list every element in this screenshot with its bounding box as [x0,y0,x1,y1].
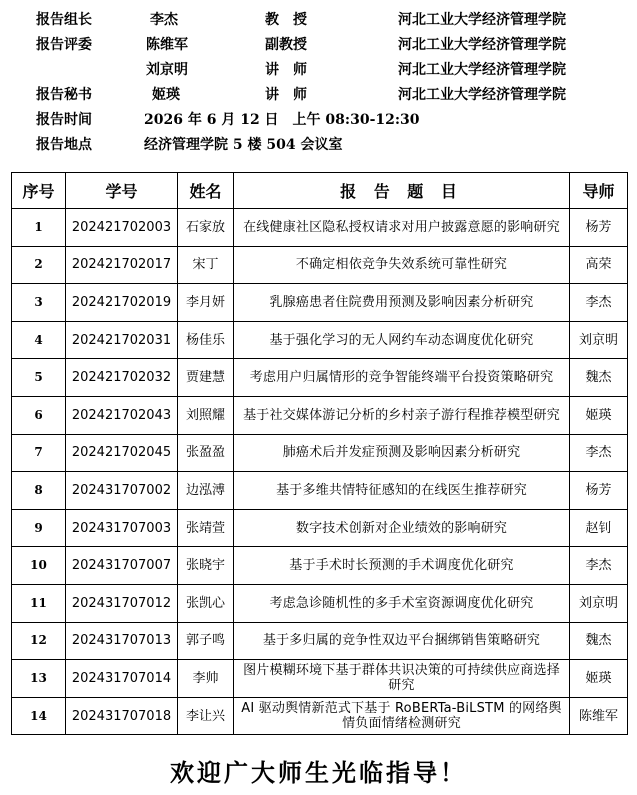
time-value: 2026 年 6 月 12 日 上午 08:30-12:30 [144,112,420,128]
row-number: 4 [12,321,66,359]
report-topic: AI 驱动舆情新范式下基于 RoBERTa-BiLSTM 的网络舆情负面情绪检测研究 [234,697,570,735]
table-row [12,396,628,434]
report-topic: 数字技术创新对企业绩效的影响研究 [234,509,570,547]
advisor-name: 李杰 [570,547,628,585]
row-number: 6 [12,396,66,434]
location-value: 经济管理学院 5 楼 504 会议室 [144,137,343,153]
leader-org: 河北工业大学经济管理学院 [398,12,566,28]
student-id: 202431707012 [66,584,178,622]
table-row [12,660,628,698]
secretary-org: 河北工业大学经济管理学院 [398,87,566,103]
student-name: 杨佳乐 [178,321,234,359]
student-id: 202431707007 [66,547,178,585]
row-number: 11 [12,584,66,622]
report-topic: 基于多维共情特征感知的在线医生推荐研究 [234,472,570,510]
report-topic: 肺癌术后并发症预测及影响因素分析研究 [234,434,570,472]
member-row [0,58,637,82]
table-row [12,509,628,547]
location-label: 报告地点 [36,137,92,153]
row-number: 8 [12,472,66,510]
closing-message: 欢迎广大师生光临指导！ [170,758,467,787]
row-number: 7 [12,434,66,472]
student-id: 202421702017 [66,246,178,284]
header-name: 姓名 [178,173,234,209]
table-row [12,321,628,359]
row-number: 13 [12,660,66,698]
student-name: 李让兴 [178,697,234,735]
time-row [0,108,637,132]
student-id: 202431707003 [66,509,178,547]
table-header-row [12,173,628,209]
student-id: 202421702043 [66,396,178,434]
report-topic: 基于社交媒体游记分析的乡村亲子游行程推荐模型研究 [234,396,570,434]
report-topic: 基于强化学习的无人网约车动态调度优化研究 [234,321,570,359]
table-row [12,359,628,397]
header-advisor: 导师 [570,173,628,209]
table-row [12,697,628,735]
report-topic: 不确定相依竞争失效系统可靠性研究 [234,246,570,284]
member-row [0,33,637,57]
student-id: 202431707018 [66,697,178,735]
secretary-label: 报告秘书 [36,87,92,103]
leader-title: 教 授 [265,12,307,28]
member-org: 河北工业大学经济管理学院 [398,62,566,78]
advisor-name: 刘京明 [570,321,628,359]
row-number: 9 [12,509,66,547]
student-name: 李月妍 [178,284,234,322]
student-name: 张盈盈 [178,434,234,472]
row-number: 12 [12,622,66,660]
student-name: 贾建慧 [178,359,234,397]
student-name: 宋丁 [178,246,234,284]
student-name: 边泓溥 [178,472,234,510]
student-name: 张凯心 [178,584,234,622]
report-topic: 基于手术时长预测的手术调度优化研究 [234,547,570,585]
advisor-name: 杨芳 [570,209,628,247]
advisor-name: 魏杰 [570,359,628,397]
student-id: 202421702003 [66,209,178,247]
table-row [12,434,628,472]
schedule-table [11,172,628,735]
time-label: 报告时间 [36,112,92,128]
advisor-name: 刘京明 [570,584,628,622]
table-row [12,246,628,284]
row-number: 2 [12,246,66,284]
member-title: 副教授 [265,37,307,53]
header-no: 序号 [12,173,66,209]
student-name: 郭子鸣 [178,622,234,660]
report-topic: 考虑用户归属情形的竞争智能终端平台投资策略研究 [234,359,570,397]
table-row [12,622,628,660]
student-id: 202431707002 [66,472,178,510]
secretary-row [0,83,637,107]
advisor-name: 赵钊 [570,509,628,547]
student-name: 张晓宇 [178,547,234,585]
row-number: 1 [12,209,66,247]
report-topic: 基于多归属的竞争性双边平台捆绑销售策略研究 [234,622,570,660]
member-title: 讲 师 [265,62,307,78]
leader-name: 李杰 [150,12,178,28]
student-id: 202421702031 [66,321,178,359]
student-id: 202431707014 [66,660,178,698]
advisor-name: 姬瑛 [570,396,628,434]
report-topic: 乳腺癌患者住院费用预测及影响因素分析研究 [234,284,570,322]
table-row [12,284,628,322]
row-number: 10 [12,547,66,585]
row-number: 5 [12,359,66,397]
report-topic: 在线健康社区隐私授权请求对用户披露意愿的影响研究 [234,209,570,247]
member-label: 报告评委 [36,37,92,53]
advisor-name: 魏杰 [570,622,628,660]
advisor-name: 姬瑛 [570,660,628,698]
student-name: 刘照耀 [178,396,234,434]
student-name: 张靖萱 [178,509,234,547]
student-name: 石家放 [178,209,234,247]
advisor-name: 李杰 [570,284,628,322]
table-row [12,584,628,622]
member-org: 河北工业大学经济管理学院 [398,37,566,53]
leader-label: 报告组长 [36,12,92,28]
member-name: 刘京明 [146,62,188,78]
student-id: 202421702032 [66,359,178,397]
secretary-name: 姬瑛 [152,87,180,103]
advisor-name: 陈维军 [570,697,628,735]
report-topic: 图片模糊环境下基于群体共识决策的可持续供应商选择研究 [234,660,570,698]
table-row [12,547,628,585]
header-topic: 报 告 题 目 [234,173,570,209]
row-number: 3 [12,284,66,322]
student-id: 202431707013 [66,622,178,660]
row-number: 14 [12,697,66,735]
member-name: 陈维军 [146,37,188,53]
table-row [12,209,628,247]
header-student-id: 学号 [66,173,178,209]
advisor-name: 高荣 [570,246,628,284]
advisor-name: 杨芳 [570,472,628,510]
student-id: 202421702019 [66,284,178,322]
report-topic: 考虑急诊随机性的多手术室资源调度优化研究 [234,584,570,622]
leader-row [0,8,637,32]
advisor-name: 李杰 [570,434,628,472]
student-id: 202421702045 [66,434,178,472]
location-row [0,133,637,157]
table-row [12,472,628,510]
student-name: 李帅 [178,660,234,698]
secretary-title: 讲 师 [265,87,307,103]
